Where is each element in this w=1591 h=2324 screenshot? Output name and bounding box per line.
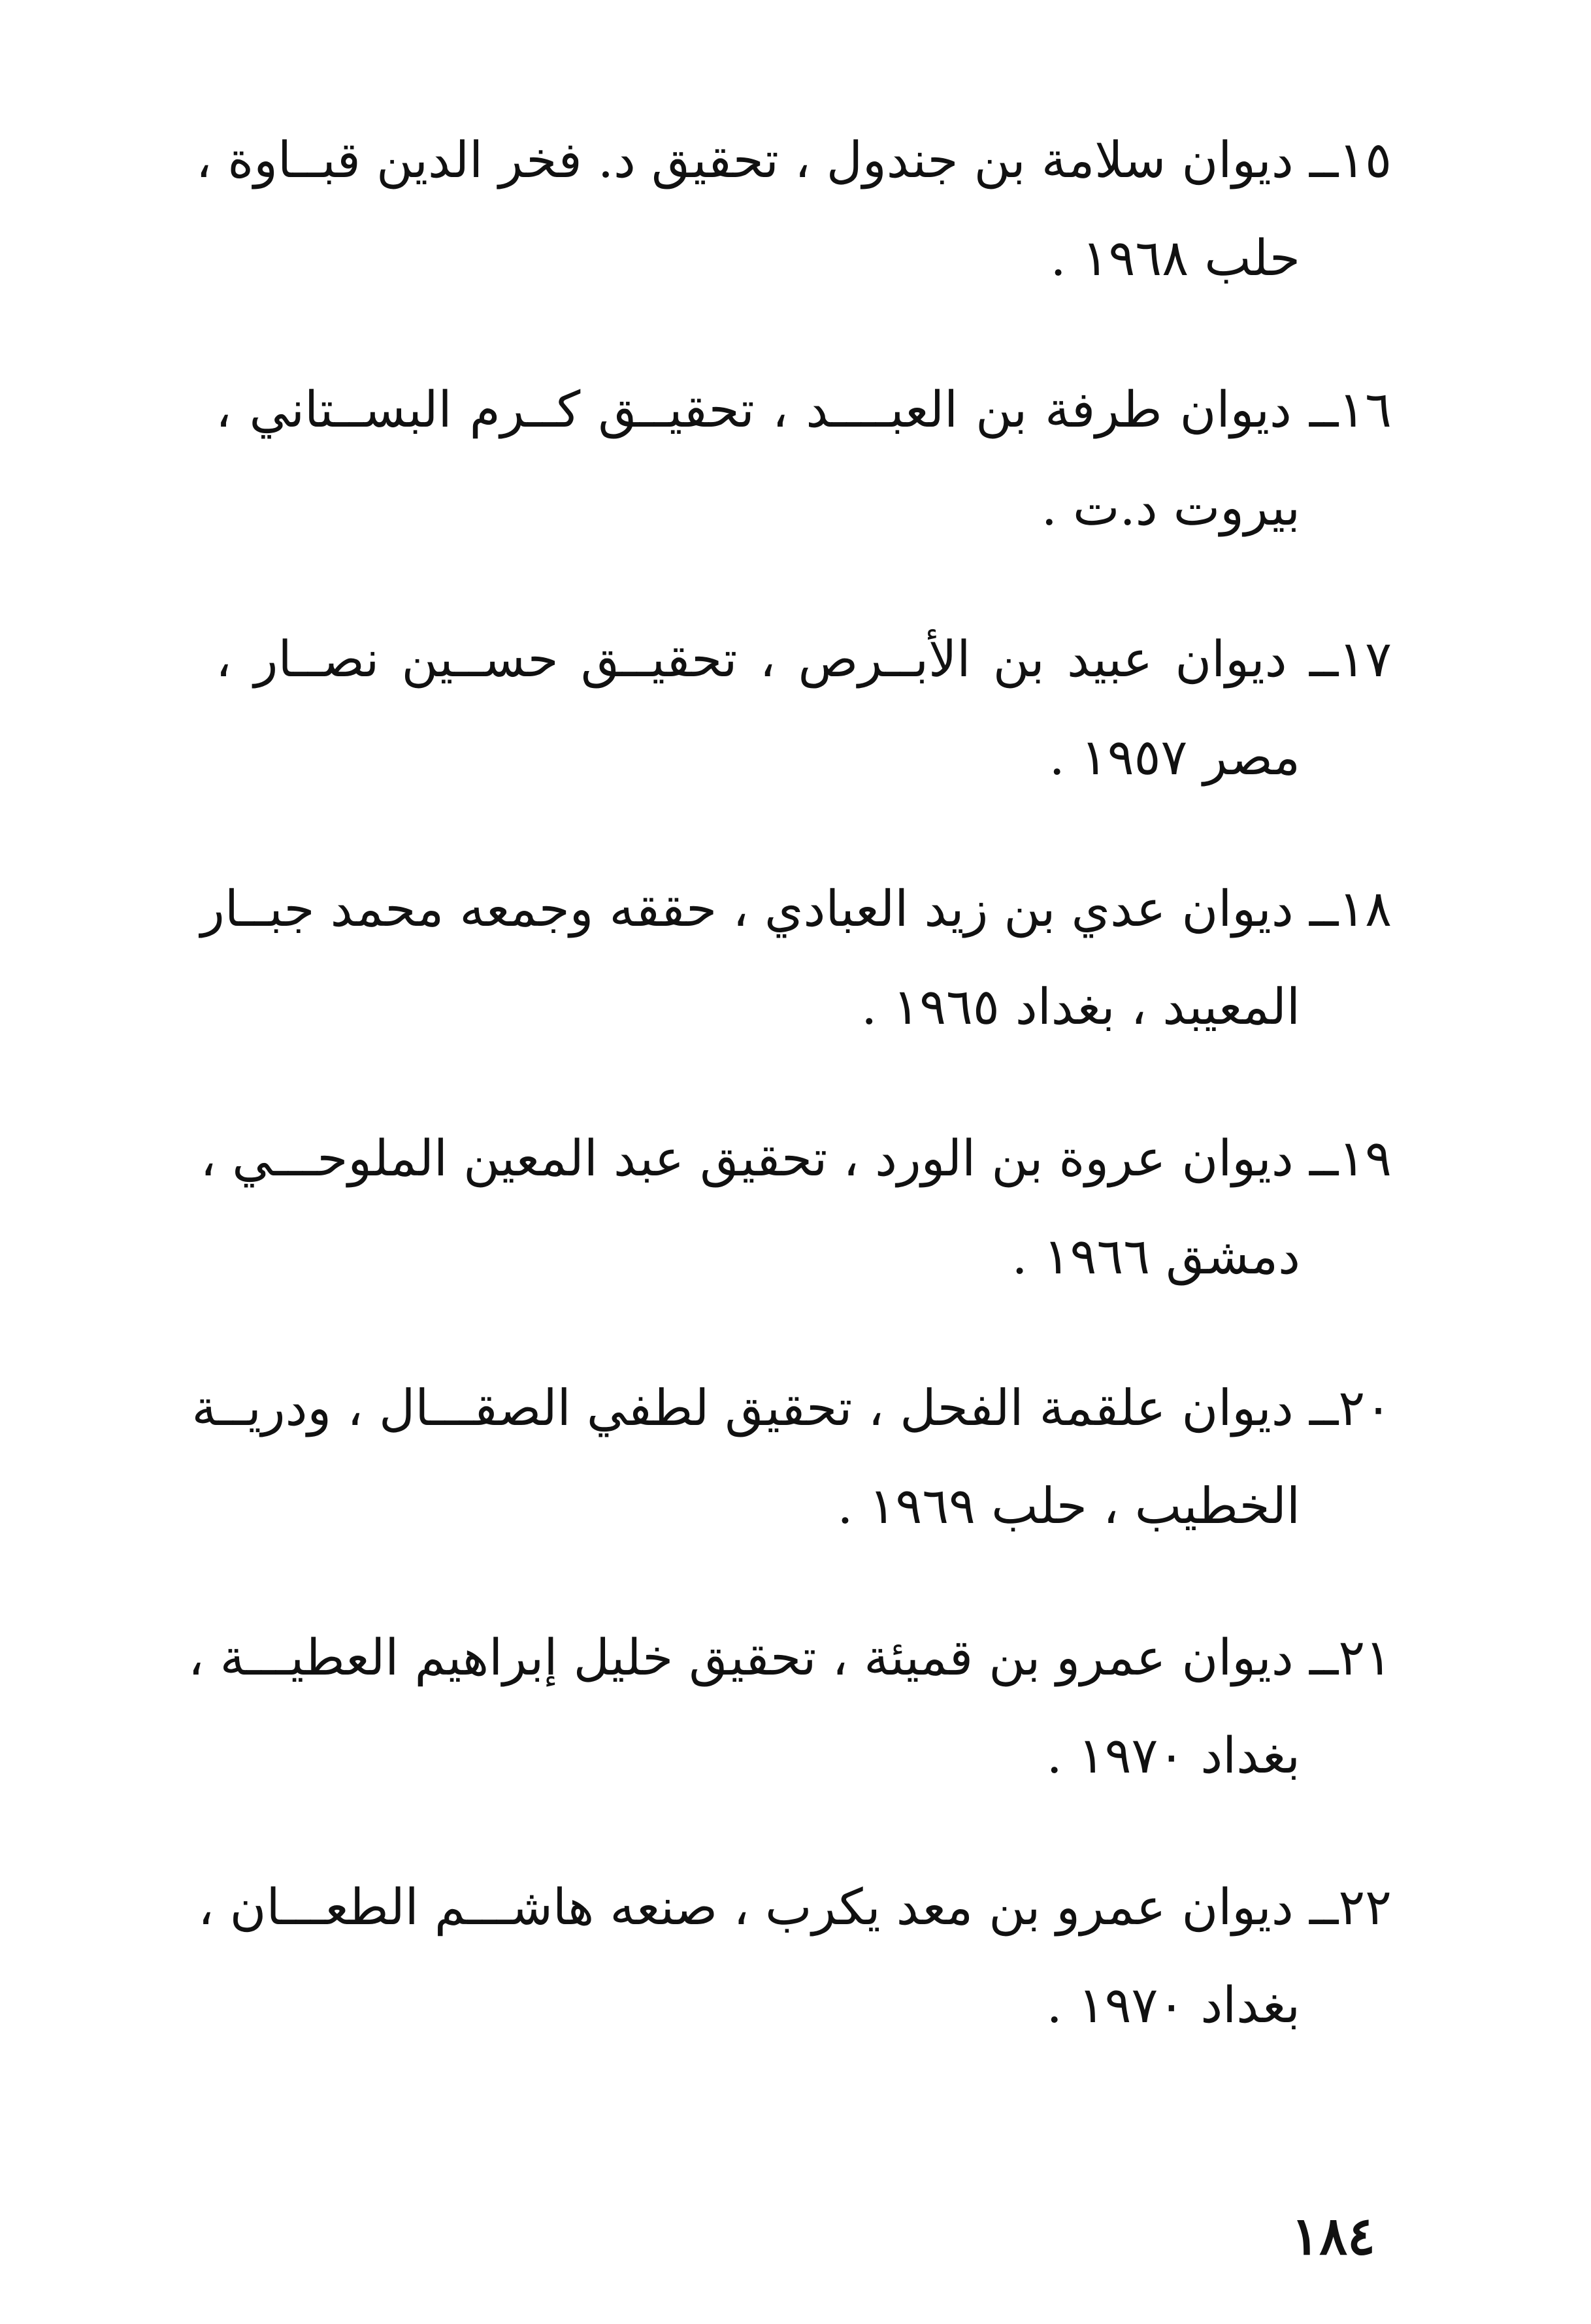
entry-line-1: ١٩ــ ديوان عروة بن الورد ، تحقيق عبد المعين الملوحـــي ، (200, 1129, 1392, 1187)
entry-line-2: بيروت د.ت . (1041, 478, 1300, 536)
entry-line-1: ١٦ــ ديوان طرفة بن العبــــد ، تحقيــق كــرم البســتاني ، (216, 380, 1392, 438)
entry-line-1: ٢٢ــ ديوان عمرو بن معد يكرب ، صنعه هاشـــم الطعـــان ، (197, 1878, 1392, 1936)
entry-line-2: بغداد ١٩٧٠ . (1046, 1976, 1300, 2034)
entry-line-2: بغداد ١٩٧٠ . (1046, 1726, 1300, 1784)
entry-line-2: دمشق ١٩٦٦ . (1011, 1227, 1300, 1285)
entry-line-2: مصر ١٩٥٧ . (1049, 728, 1300, 786)
entry-line-1: ١٥ــ ديوان سلامة بن جندول ، تحقيق د. فخر الدين قبــاوة ، (195, 131, 1392, 189)
entry-line-2: المعيبد ، بغداد ١٩٦٥ . (861, 977, 1300, 1036)
entry-line-2: حلب ١٩٦٨ . (1050, 229, 1300, 287)
bibliography-entry-15 (195, 121, 1392, 370)
bibliography-entry-16 (216, 370, 1392, 620)
page-number: ١٨٤ (1291, 2205, 1375, 2267)
entry-line-1: ١٨ــ ديوان عدي بن زيد العبادي ، حققه وجمعه محمد جبــار (201, 879, 1392, 938)
entry-line-1: ٢١ــ ديوان عمرو بن قميئة ، تحقيق خليل إبراهيم العطيـــة ، (188, 1628, 1392, 1686)
bibliography-entry-18 (201, 870, 1392, 1119)
entry-line-1: ١٧ــ ديوان عبيد بن الأبــرص ، تحقيــق حســين نصــار ، (216, 630, 1392, 688)
bibliography-entry-17 (216, 620, 1392, 870)
bibliography-entry-19 (200, 1119, 1392, 1369)
entry-line-1: ٢٠ــ ديوان علقمة الفحل ، تحقيق لطفي الصقـــال ، ودريــة (191, 1379, 1392, 1437)
entry-line-2: الخطيب ، حلب ١٩٦٩ . (837, 1477, 1300, 1535)
bibliography-entry-20 (191, 1369, 1392, 1618)
bibliography-entry-21 (188, 1618, 1392, 1868)
bibliography-list (188, 121, 1392, 2118)
bibliography-entry-22 (197, 1868, 1392, 2118)
